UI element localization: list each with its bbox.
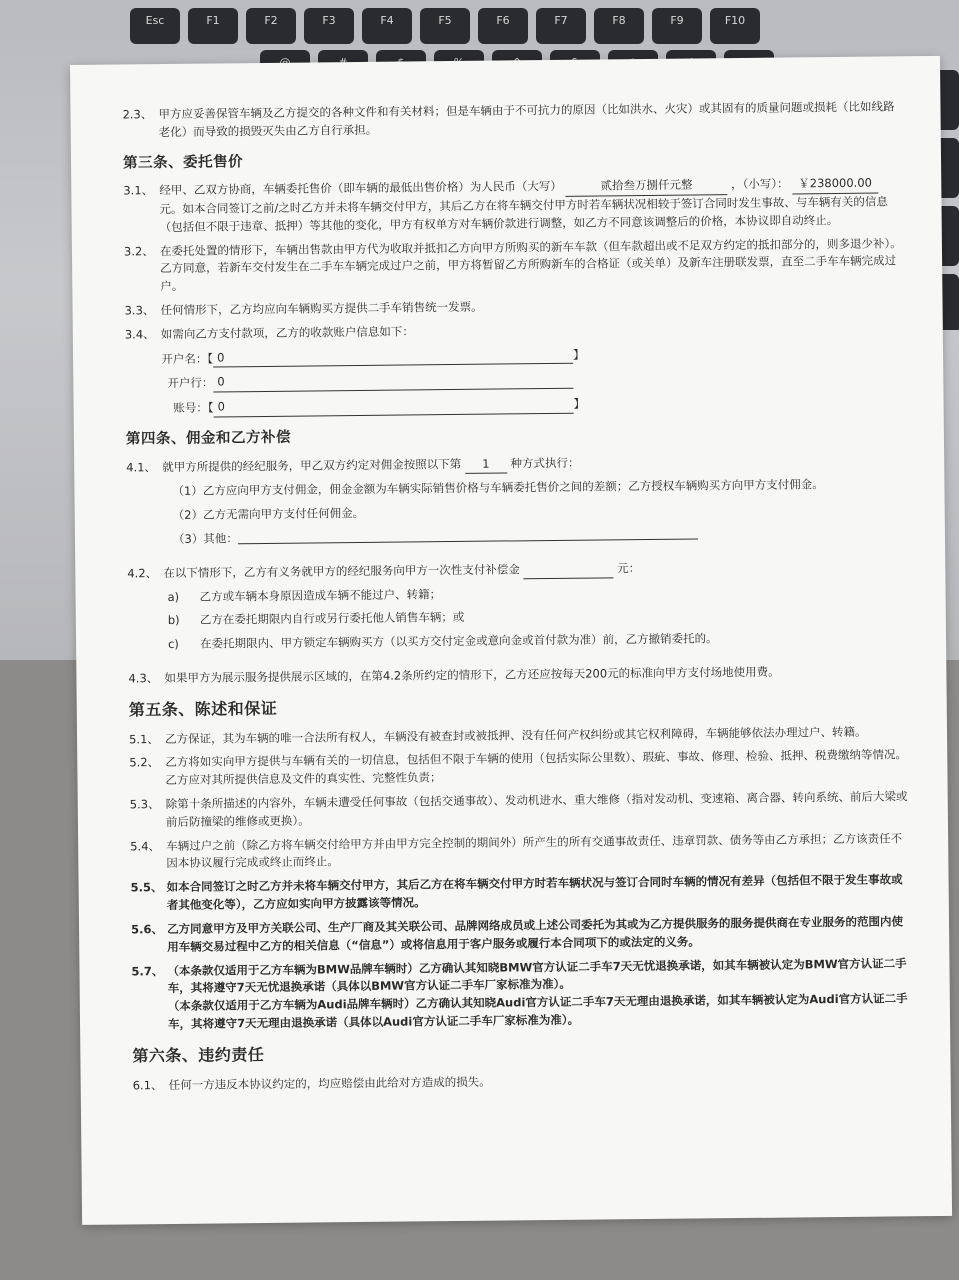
f4-key: F4	[362, 8, 412, 44]
clause-5-3: 5.3、 除第十条所描述的内容外，车辆未遭受任何事故（包括交通事故）、发动机进水、重大维修（指对发动机、变速箱、离合器、转向系统、前后大梁或前后防撞梁的维修或更换）。	[129, 789, 908, 829]
account-name-row: 开户名：【 0 】	[155, 342, 903, 369]
esc-key: Esc	[130, 8, 180, 44]
clause-3-3: 3.3、 任何情形下，乙方均应向车辆购买方提供二手车销售统一发票。	[124, 299, 483, 318]
clause-5-6: 5.6、 乙方同意甲方及甲方关联公司、生产厂商及其关联公司、品牌网络成员或上述公司委托为其或为乙方提供服务的服务提供商在专业服务的范围内使用车辆交易过程中乙方的相关信息（“信息”）或将信息用于客户服务或履行本合同项下的或法定的义务。	[130, 914, 904, 954]
account-bank-value: 0	[213, 370, 573, 393]
section-6-title: 第六条、违约责任	[132, 1044, 265, 1066]
price-in-words: 贰拾叁万捌仟元整	[565, 176, 727, 197]
commission-option-3: （3）其他：	[173, 523, 905, 548]
account-name-value: 0	[213, 345, 573, 368]
commission-option-2: （2）乙方无需向甲方支付任何佣金。	[172, 506, 365, 523]
contract-page	[70, 56, 952, 1225]
clause-5-7: 5.7、 （本条款仅适用于乙方车辆为BMW品牌车辆时）乙方确认其知晓BMW官方认证二手车7天无忧退换承诺，如其车辆被认定为BMW官方认证二手车，其将遵守7天无忧退换承诺（具体以BMW官方认证二手车厂家标准为准）。 （本条款仅适用于乙方车辆为Audi品牌车辆时）乙方确认其知晓Audi官方认证二手车7天无理由退换承诺，如其车辆被认定为Audi官方认证二手车，其将遵守7天无理由退换承诺（具体以Audi官方认证二手车厂家标准为准）。	[131, 955, 910, 1034]
f8-key: F8	[594, 8, 644, 44]
case-a: a) 乙方或车辆本身原因造成车辆不能过户、转籍；	[167, 586, 442, 604]
f10-key: F10	[710, 8, 760, 44]
case-c: c) 在委托期限内、甲方锁定车辆购买方（以买方交付定金或意向金或首付款为准）前，乙方撤销委托的。	[167, 631, 718, 652]
section-4-title: 第四条、佣金和乙方补偿	[125, 429, 291, 448]
f9-key: F9	[652, 8, 702, 44]
section-3-title: 第三条、委托售价	[122, 153, 244, 172]
account-bank-row: 开户行： 0	[155, 367, 903, 394]
commission-option-choice: 1	[465, 455, 507, 474]
account-number-row: 账号：【 0 】	[156, 392, 904, 419]
clause-3-4: 3.4、 如需向乙方支付款项，乙方的收款账户信息如下：	[124, 324, 414, 342]
price-in-figures: ￥238000.00	[792, 175, 878, 195]
clause-5-7-bmw: （本条款仅适用于乙方车辆为BMW品牌车辆时）乙方确认其知晓BMW官方认证二手车7天无忧退换承诺，如其车辆被认定为BMW官方认证二手车，其将遵守7天无忧退换承诺（具体以BMW官方认证二手车厂家标准为准）。	[167, 955, 907, 996]
function-key-row	[130, 8, 760, 44]
f3-key: F3	[304, 8, 354, 44]
clause-6-1: 6.1、 任何一方违反本协议约定的，均应赔偿由此给对方造成的损失。	[132, 1074, 491, 1092]
f5-key: F5	[420, 8, 470, 44]
compensation-amount-blank	[523, 564, 613, 579]
clause-5-7-audi: （本条款仅适用于乙方车辆为Audi品牌车辆时）乙方确认其知晓Audi官方认证二手车7天无理由退换承诺，如其车辆被认定为Audi官方认证二手车，其将遵守7天无理由退换承诺（具体以Audi官方认证二手车厂家标准为准）。	[167, 991, 908, 1032]
clause-3-2: 3.2、 在委托处置的情形下，车辆出售款由甲方代为收取并抵扣乙方向甲方所购买的新车车款（但车款超出或不足双方约定的抵扣部分的，则多退少补）。乙方同意，若新车交付发生在二手车车辆完成过户之前，甲方将暂留乙方所购新车的合格证（或关单）及新车注册联发票，直至二手车车辆完成过户。	[123, 235, 902, 294]
clause-4-1: 4.1、 就甲方所提供的经纪服务，甲乙双方约定对佣金按照以下第 1 种方式执行：	[126, 455, 580, 474]
f1-key: F1	[188, 8, 238, 44]
clause-5-1: 5.1、 乙方保证，其为车辆的唯一合法所有权人，车辆没有被查封或被抵押、没有任何产权纠纷或其它权利障碍，车辆能够依法办理过户、转籍。	[128, 724, 867, 747]
commission-option-1: （1）乙方应向甲方支付佣金，佣金金额为车辆实际销售价格与车辆委托售价之间的差额；乙方授权车辆购买方向甲方支付佣金。	[172, 477, 824, 499]
f7-key: F7	[536, 8, 586, 44]
section-5-title: 第五条、陈述和保证	[128, 698, 278, 720]
clause-3-1: 3.1、 经甲、乙双方协商，车辆委托售价（即车辆的最低出售价格）为人民币（大写） 贰拾叁万捌仟元整 ，（小写）： ￥238000.00 元。如本合同签订之前/之时乙方并未将车辆交付甲方，其后乙方在将车辆交付甲方时若车辆状况相较于签订合同时发生事故、与车辆有关的信息（包括但不限于违章、抵押）等其他的变化，甲方有权单方对车辆价款进行调整，如乙方不同意该调整后的价格，本协议即自动终止。	[123, 175, 888, 234]
clause-2-3: 2.3、 甲方应妥善保管车辆及乙方提交的各种文件和有关材料；但是车辆由于不可抗力的原因（比如洪水、火灾）或其固有的质量问题或损耗（比如线路老化）而导致的损毁灭失由乙方自行承担。	[122, 99, 895, 139]
f2-key: F2	[246, 8, 296, 44]
account-number-value: 0	[214, 395, 574, 418]
clause-5-2: 5.2、 乙方将如实向甲方提供与车辆有关的一切信息，包括但不限于车辆的使用（包括实际公里数）、瑕疵、事故、修理、检验、抵押、税费缴纳等情况。乙方应对其所提供信息及文件的真实性、完整性负责；	[129, 747, 908, 788]
clause-5-4: 5.4、 车辆过户之前（除乙方将车辆交付给甲方并由甲方完全控制的期间外）所产生的所有交通事故责任、违章罚款、债务等由乙方承担；乙方该责任不因本协议履行完成或终止而终止。	[130, 831, 903, 871]
other-option-blank	[238, 525, 698, 544]
clause-4-3: 4.3、 如果甲方为展示服务提供展示区域的，在第4.2条所约定的情形下，乙方还应按每天200元的标准向甲方支付场地使用费。	[128, 664, 780, 686]
case-b: b) 乙方在委托期限内自行或另行委托他人销售车辆；或	[167, 610, 465, 628]
f6-key: F6	[478, 8, 528, 44]
clause-5-5: 5.5、 如本合同签订之时乙方并未将车辆交付甲方，其后乙方在将车辆交付甲方时若车辆状况与签订合同时车辆的情况有差异（包括但不限于发生事故或者其他变化等），乙方应如实向甲方披露该等情况。	[130, 872, 903, 913]
clause-4-2: 4.2、 在以下情形下，乙方有义务就甲方的经纪服务向甲方一次性支付补偿金 元：	[127, 560, 641, 581]
